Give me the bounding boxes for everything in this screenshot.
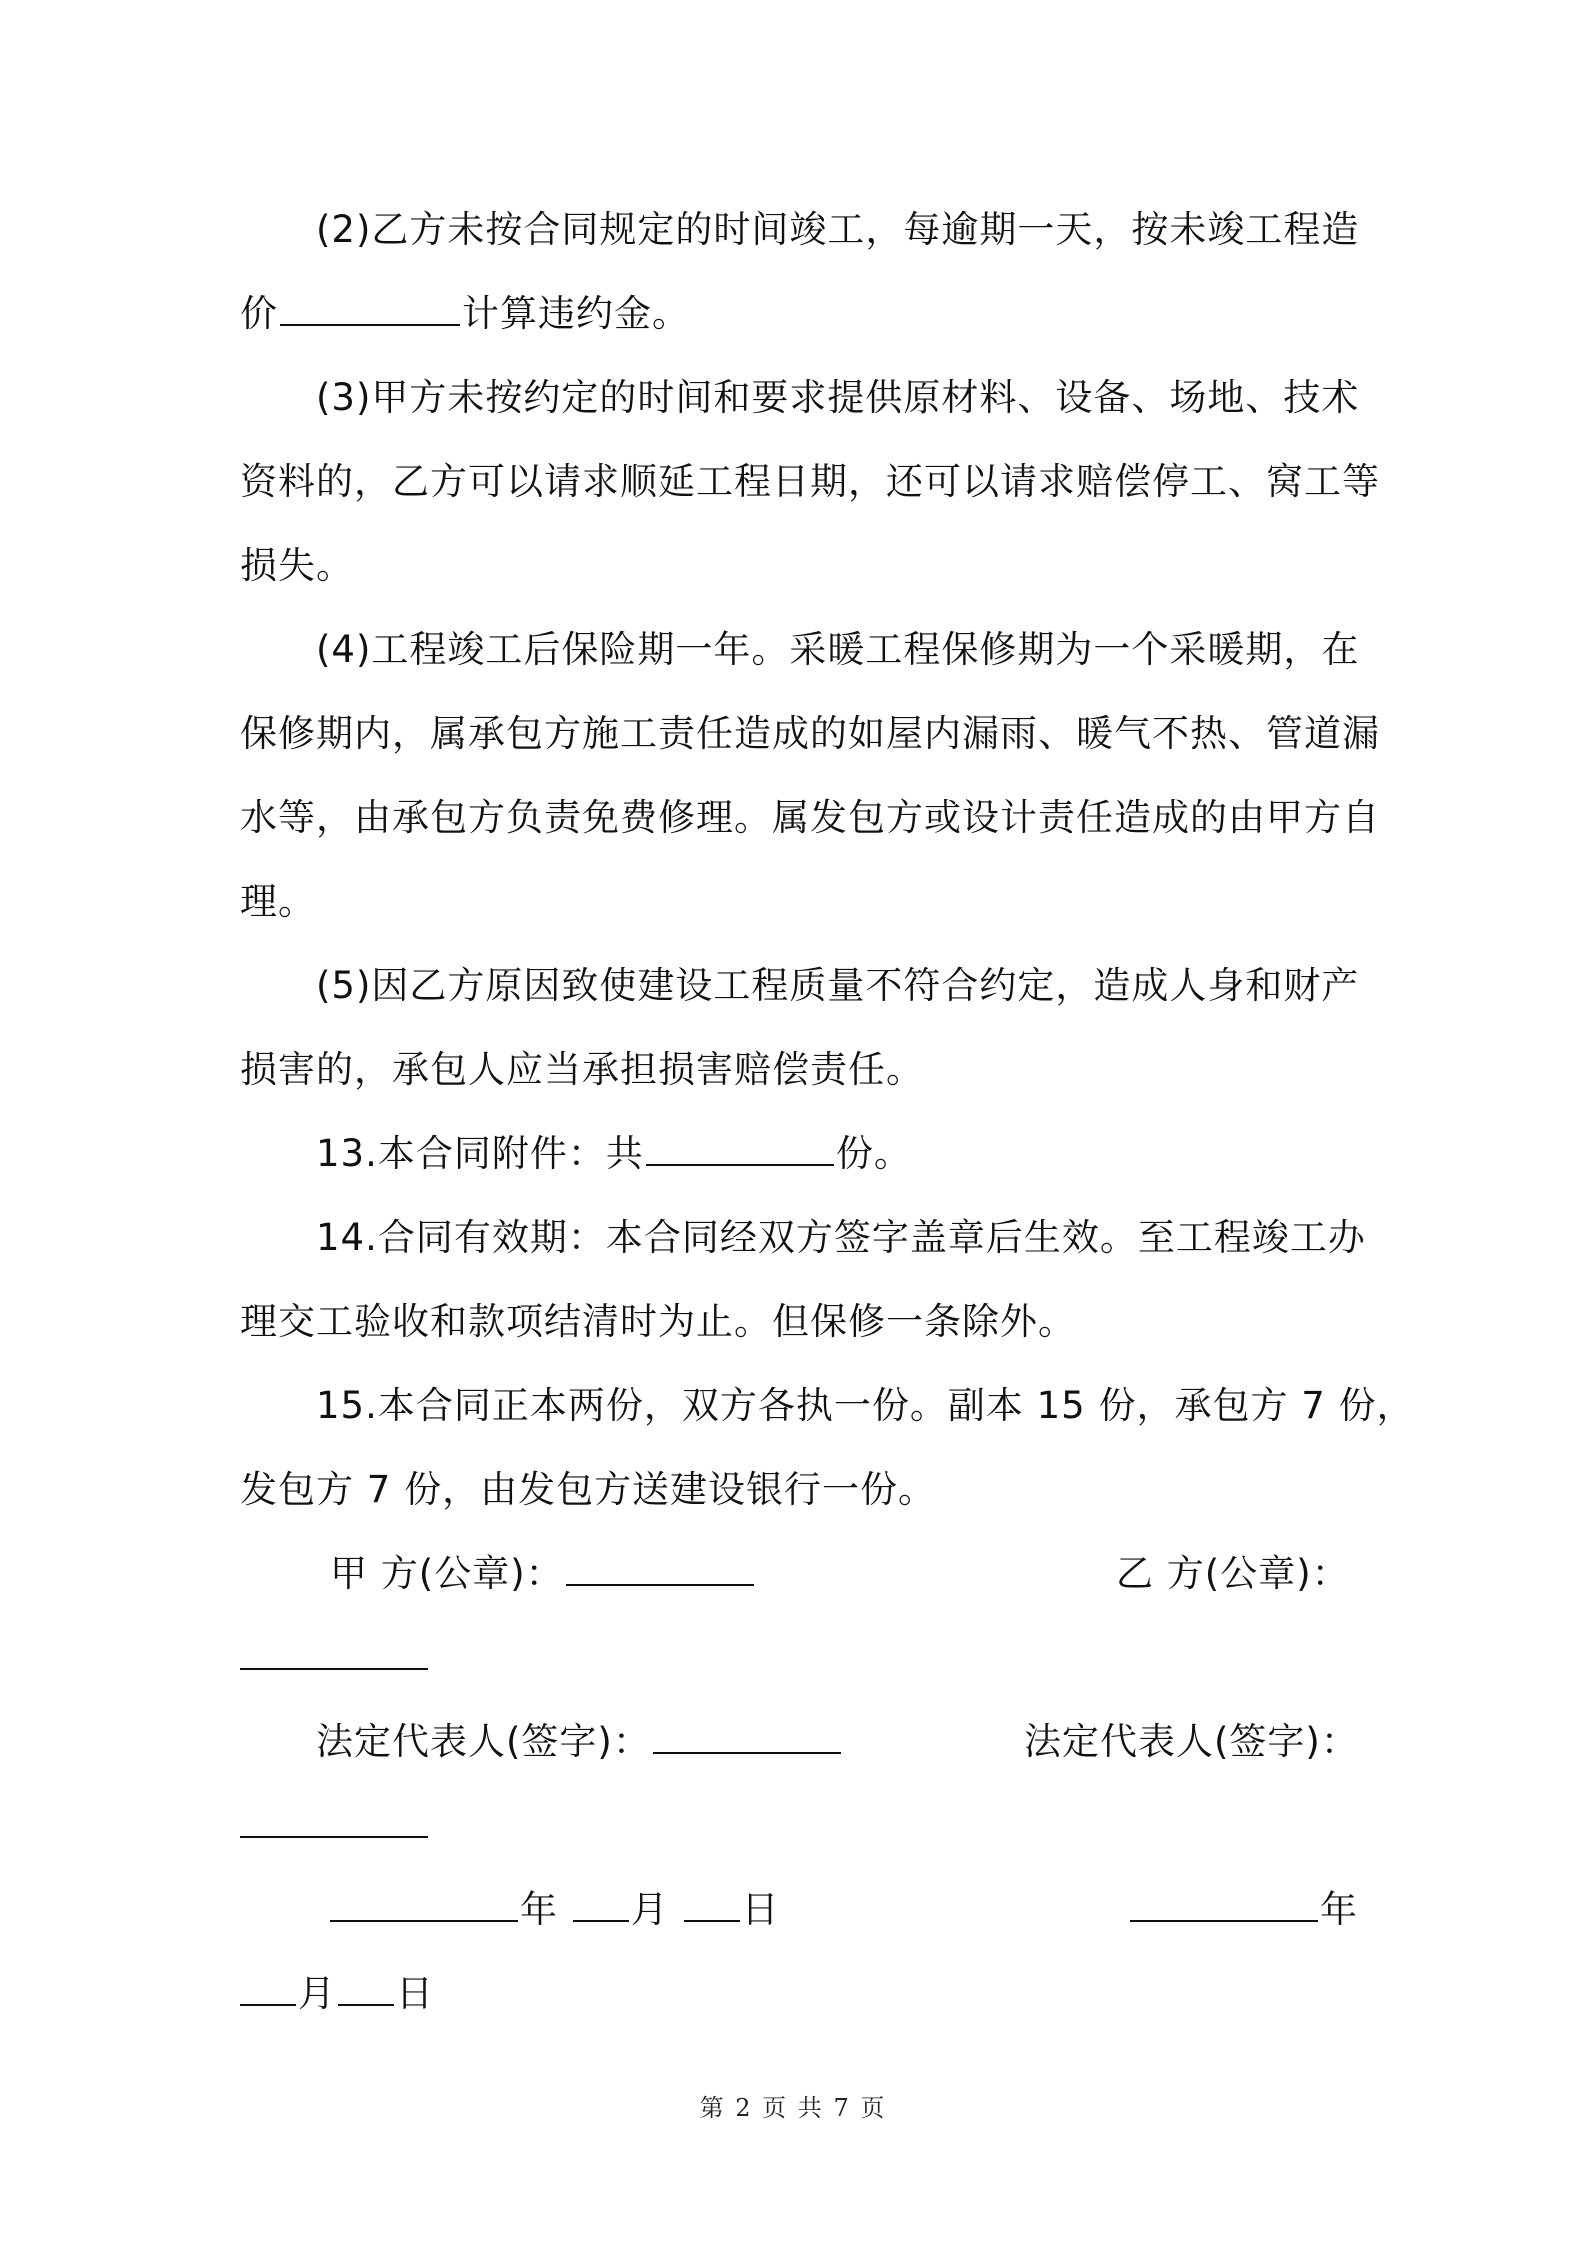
clause-text: 理。 xyxy=(240,880,316,923)
date-b-month-blank[interactable] xyxy=(240,1974,296,2006)
clause-14-line-1 xyxy=(316,1196,1436,1280)
clause-text: 价 xyxy=(240,292,278,335)
year-label: 年 xyxy=(520,1888,558,1931)
clause-14-line-2 xyxy=(240,1280,1360,1364)
page-number: 第 2 页 共 7 页 xyxy=(699,2094,887,2122)
date-a-month-blank[interactable] xyxy=(573,1890,629,1922)
clause-text: 保修期内，属承包方施工责任造成的如屋内漏雨、暖气不热、管道漏 xyxy=(240,712,1380,755)
clause-text: 14.合同有效期：本合同经双方签字盖章后生效。至工程竣工办 xyxy=(316,1216,1366,1259)
date-a-day-blank[interactable] xyxy=(684,1890,740,1922)
clause-4-line-1 xyxy=(316,608,1436,692)
clause-text: (4)工程竣工后保险期一年。采暖工程保修期为一个采暖期，在 xyxy=(316,628,1360,671)
clause-5-line-2 xyxy=(240,1028,1360,1112)
day-label: 日 xyxy=(741,1888,780,1931)
legal-rep-a-blank[interactable] xyxy=(653,1722,841,1754)
legal-rep-b xyxy=(1024,1700,1359,1784)
party-b-seal-line xyxy=(240,1616,1360,1700)
clause-text: 理交工验收和款项结清时为止。但保修一条除外。 xyxy=(240,1300,1076,1343)
legal-rep-a xyxy=(316,1700,843,1784)
legal-rep-b-blank[interactable] xyxy=(240,1806,428,1838)
day-label: 日 xyxy=(396,1972,434,2015)
clause-text: 13.本合同附件：共 xyxy=(316,1132,644,1175)
clause-5-line-1 xyxy=(316,944,1436,1028)
attachment-count-blank[interactable] xyxy=(646,1134,834,1166)
year-label: 年 xyxy=(1320,1888,1358,1931)
clause-4-line-4 xyxy=(240,860,1360,944)
clause-13 xyxy=(316,1112,1436,1196)
legal-rep-a-label: 法定代表人(签字)： xyxy=(316,1720,651,1763)
party-b-seal-blank[interactable] xyxy=(240,1638,428,1670)
party-a-seal-blank[interactable] xyxy=(566,1554,754,1586)
month-label: 月 xyxy=(630,1888,669,1931)
date-a xyxy=(330,1868,780,1952)
party-b-seal xyxy=(1116,1532,1350,1616)
clause-15-line-1 xyxy=(316,1364,1436,1448)
party-a-seal xyxy=(330,1532,756,1616)
party-b-seal-label: 乙 方(公章)： xyxy=(1116,1552,1350,1595)
date-b-month-day xyxy=(240,1952,1360,2036)
date-b-year xyxy=(1130,1868,1358,1952)
clause-text: (2)乙方未按合同规定的时间竣工，每逾期一天，按未竣工程造 xyxy=(316,208,1360,251)
clause-text: (3)甲方未按约定的时间和要求提供原材料、设备、场地、技术 xyxy=(316,376,1360,419)
clause-text: 水等，由承包方负责免费修理。属发包方或设计责任造成的由甲方自 xyxy=(240,796,1380,839)
clause-text: 资料的，乙方可以请求顺延工程日期，还可以请求赔偿停工、窝工等 xyxy=(240,460,1380,503)
clause-3-line-3 xyxy=(240,524,1360,608)
clause-text: 损失。 xyxy=(240,544,354,587)
clause-15-line-2 xyxy=(240,1448,1360,1532)
clause-text: 15.本合同正本两份，双方各执一份。副本 15 份，承包方 7 份， xyxy=(316,1384,1415,1427)
clause-text: 损害的，承包人应当承担损害赔偿责任。 xyxy=(240,1048,924,1091)
clause-text: (5)因乙方原因致使建设工程质量不符合约定，造成人身和财产 xyxy=(316,964,1360,1007)
clause-4-line-3 xyxy=(240,776,1380,860)
clause-3-line-2 xyxy=(240,440,1380,524)
legal-rep-b-label: 法定代表人(签字)： xyxy=(1024,1720,1359,1763)
clause-4-line-2 xyxy=(240,692,1380,776)
clause-3-line-1 xyxy=(316,356,1436,440)
month-label: 月 xyxy=(298,1972,336,2015)
clause-text: 发包方 7 份，由发包方送建设银行一份。 xyxy=(240,1468,937,1511)
party-a-seal-label: 甲 方(公章)： xyxy=(330,1552,564,1595)
clause-2-line-2 xyxy=(240,272,1360,356)
date-a-year-blank[interactable] xyxy=(330,1890,518,1922)
clause-2-line-1 xyxy=(316,188,1436,272)
clause-text: 份。 xyxy=(835,1132,912,1175)
blank-field[interactable] xyxy=(280,294,460,326)
date-b-day-blank[interactable] xyxy=(338,1974,394,2006)
clause-text: 计算违约金。 xyxy=(462,292,690,335)
date-b-year-blank[interactable] xyxy=(1130,1890,1318,1922)
legal-rep-b-line xyxy=(240,1784,1360,1868)
